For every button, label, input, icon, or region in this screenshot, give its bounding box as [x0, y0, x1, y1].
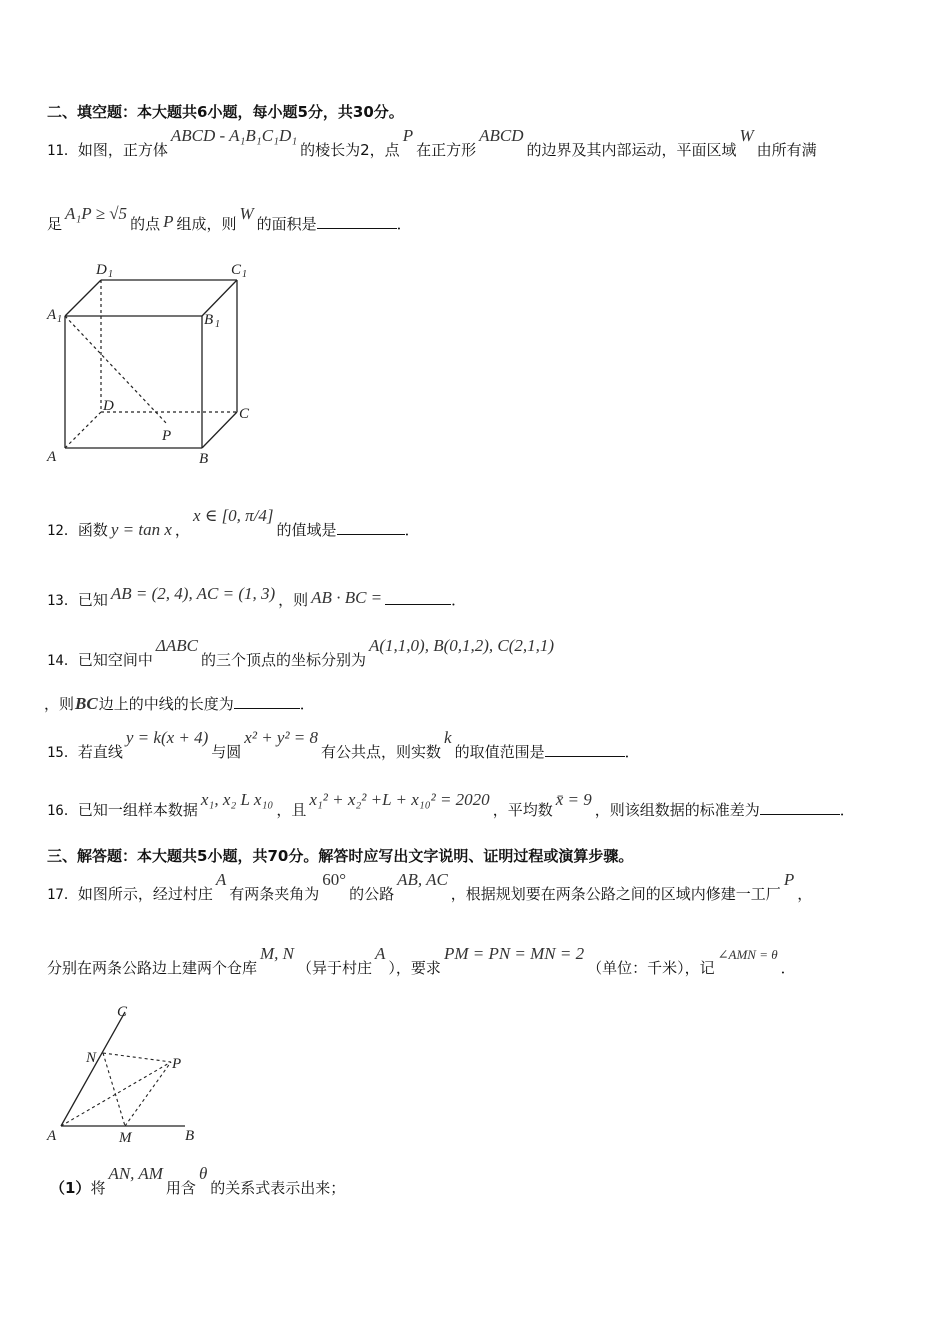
text: 的值域是: [276, 521, 337, 539]
label-a: A: [47, 449, 57, 465]
math-point-p: P: [163, 212, 174, 231]
segment-ap: [61, 1062, 171, 1126]
text: ．: [396, 215, 412, 233]
question-12: [47, 506, 910, 541]
cube-figure: [45, 258, 255, 468]
text: 分别在两条公路边上建两个仓库: [47, 959, 258, 977]
segment-a1p: [65, 316, 167, 424]
question-16: [47, 790, 906, 821]
answer-blank: [545, 742, 625, 757]
math-warehouses: M, N: [260, 944, 295, 963]
text: ，: [174, 521, 190, 539]
question-17-line-1: [47, 870, 910, 905]
text: ，且: [276, 801, 307, 819]
question-14-line-1: [47, 636, 910, 671]
label-d1: D: [96, 262, 107, 278]
math-condition: A₁P ≥ √5: [65, 204, 128, 223]
question-number: 16．: [47, 803, 78, 819]
text: 的点: [130, 215, 161, 233]
answer-blank: [234, 694, 300, 709]
math-region-w: W: [739, 126, 754, 145]
text: ，则: [44, 695, 75, 713]
text: 的取值范围是: [454, 743, 545, 761]
question-number: 14．: [47, 653, 78, 669]
math-region-w: W: [239, 204, 254, 223]
question-number: 17．: [47, 887, 78, 903]
math-sum-squares: x₁² + x₂² +L + x₁₀² = 2020: [309, 790, 490, 809]
label-b: B: [185, 1128, 195, 1144]
text: 有公共点，则实数: [321, 743, 442, 761]
answer-blank: [337, 520, 405, 535]
math-triangle: ΔABC: [155, 636, 198, 655]
math-theta: θ: [198, 1164, 208, 1183]
subscript: 1: [108, 269, 113, 280]
text: 已知空间中: [77, 651, 153, 669]
text: ．: [299, 695, 315, 713]
roads-figure: [45, 1000, 210, 1150]
question-14-line-2: [44, 694, 910, 714]
label-b1: B: [204, 312, 214, 328]
label-n: N: [86, 1050, 97, 1066]
subscript: 1: [242, 269, 247, 280]
label-c1: C: [231, 262, 242, 278]
answer-blank: [760, 800, 840, 815]
text: ，根据规划要在两条公路之间的区域内修建一工厂: [450, 885, 781, 903]
text: 的公路: [349, 885, 395, 903]
edge-b1c1: [202, 280, 237, 316]
part-number: （1）: [50, 1179, 91, 1197]
text: ，平均数: [492, 801, 553, 819]
section-heading-fill-in: 二、填空题：本大题共6小题，每小题5分，共30分。: [47, 103, 404, 121]
math-coordinates: A(1,1,0), B(0,1,2), C(2,1,1): [368, 636, 555, 655]
math-mean: x̄ = 9: [555, 790, 592, 809]
math-samples: x₁, x₂ L x₁₀: [200, 790, 274, 809]
text: 的棱长为2，点: [300, 141, 400, 159]
edge-a1d1: [65, 280, 101, 316]
label-a: A: [47, 1128, 57, 1144]
edge-bc: [202, 412, 237, 448]
question-13: [47, 584, 910, 611]
subscript: 1: [57, 314, 62, 325]
text: 将: [90, 1179, 106, 1197]
text: ，: [797, 885, 813, 903]
math-point-p: P: [402, 126, 414, 145]
question-number: 13．: [47, 593, 78, 609]
question-number: 15．: [47, 745, 78, 761]
text: 的边界及其内部运动，平面区域: [526, 141, 737, 159]
math-circle: x² + y² = 8: [244, 728, 319, 747]
text: ．: [780, 959, 796, 977]
math-cube: ABCD - A₁B₁C₁D₁: [170, 126, 298, 145]
label-c: C: [117, 1004, 128, 1020]
answer-blank: [385, 590, 451, 605]
text: 函数: [77, 521, 108, 539]
text: 的三个顶点的坐标分别为: [200, 651, 366, 669]
math-k: k: [444, 728, 452, 747]
label-a1: A: [47, 307, 57, 323]
text: 的关系式表示出来；: [210, 1179, 346, 1197]
text: 已知一组样本数据: [77, 801, 198, 819]
segment-nm: [103, 1053, 125, 1126]
math-theta: ∠AMN = θ: [717, 947, 778, 962]
segment-mp: [125, 1062, 171, 1126]
text: 边上的中线的长度为: [98, 695, 234, 713]
subscript: 1: [215, 319, 220, 330]
math-angle: 60°: [322, 870, 347, 889]
text: 组成，则: [176, 215, 237, 233]
math-vectors: AB = (2, 4), AC = (1, 3): [110, 584, 276, 603]
math-line: y = k(x + 4): [125, 728, 209, 747]
text: 由所有满: [756, 141, 817, 159]
text: ．: [404, 521, 420, 539]
label-p: P: [162, 428, 172, 444]
answer-blank: [317, 214, 397, 229]
question-15: [47, 728, 910, 763]
label-b: B: [199, 451, 209, 467]
text: ．: [451, 591, 467, 609]
text: 与圆: [211, 743, 242, 761]
math-dot-product: AB · BC =: [311, 588, 383, 607]
question-11-line-1: [47, 126, 910, 161]
text: （异于村庄: [297, 959, 373, 977]
text: （单位：千米），记: [587, 959, 715, 977]
text: 若直线: [77, 743, 123, 761]
text: ，则: [278, 591, 309, 609]
math-distances: PM = PN = MN = 2: [443, 944, 585, 963]
math-domain: x ∈ [0, π/4]: [192, 506, 274, 525]
text: 在正方形: [416, 141, 477, 159]
question-number: 12．: [47, 523, 78, 539]
math-an-am: AN, AM: [108, 1164, 163, 1183]
math-function: y = tan x: [110, 520, 172, 539]
math-village-a: A: [215, 870, 227, 889]
text: 已知: [77, 591, 108, 609]
text: 用含: [165, 1179, 196, 1197]
label-p: P: [172, 1056, 182, 1072]
text: ），要求: [388, 959, 441, 977]
math-square: ABCD: [479, 126, 524, 145]
question-number: 11．: [47, 143, 78, 159]
text: 有两条夹角为: [229, 885, 320, 903]
question-17-line-2: [47, 944, 910, 979]
road-ac: [61, 1012, 125, 1126]
text: 的面积是: [256, 215, 317, 233]
segment-np: [103, 1053, 171, 1062]
label-c: C: [239, 406, 250, 422]
math-factory-p: P: [783, 870, 795, 889]
text: 足: [47, 215, 63, 233]
math-village-a: A: [375, 944, 386, 963]
text: 如图所示，经过村庄: [77, 885, 213, 903]
question-17-part-1: [50, 1164, 910, 1198]
question-11-line-2: [47, 204, 910, 234]
math-roads: AB, AC: [397, 870, 448, 889]
label-m: M: [119, 1130, 132, 1146]
text: ．: [839, 801, 855, 819]
text: 如图，正方体: [77, 141, 168, 159]
label-d: D: [103, 398, 114, 414]
text: ．: [624, 743, 640, 761]
math-bc: BC: [75, 694, 98, 713]
text: ，则该组数据的标准差为: [594, 801, 760, 819]
hidden-edge-ad: [65, 412, 101, 448]
section-heading-solutions: 三、解答题：本大题共5小题，共70分。解答时应写出文字说明、证明过程或演算步骤。: [47, 847, 634, 865]
